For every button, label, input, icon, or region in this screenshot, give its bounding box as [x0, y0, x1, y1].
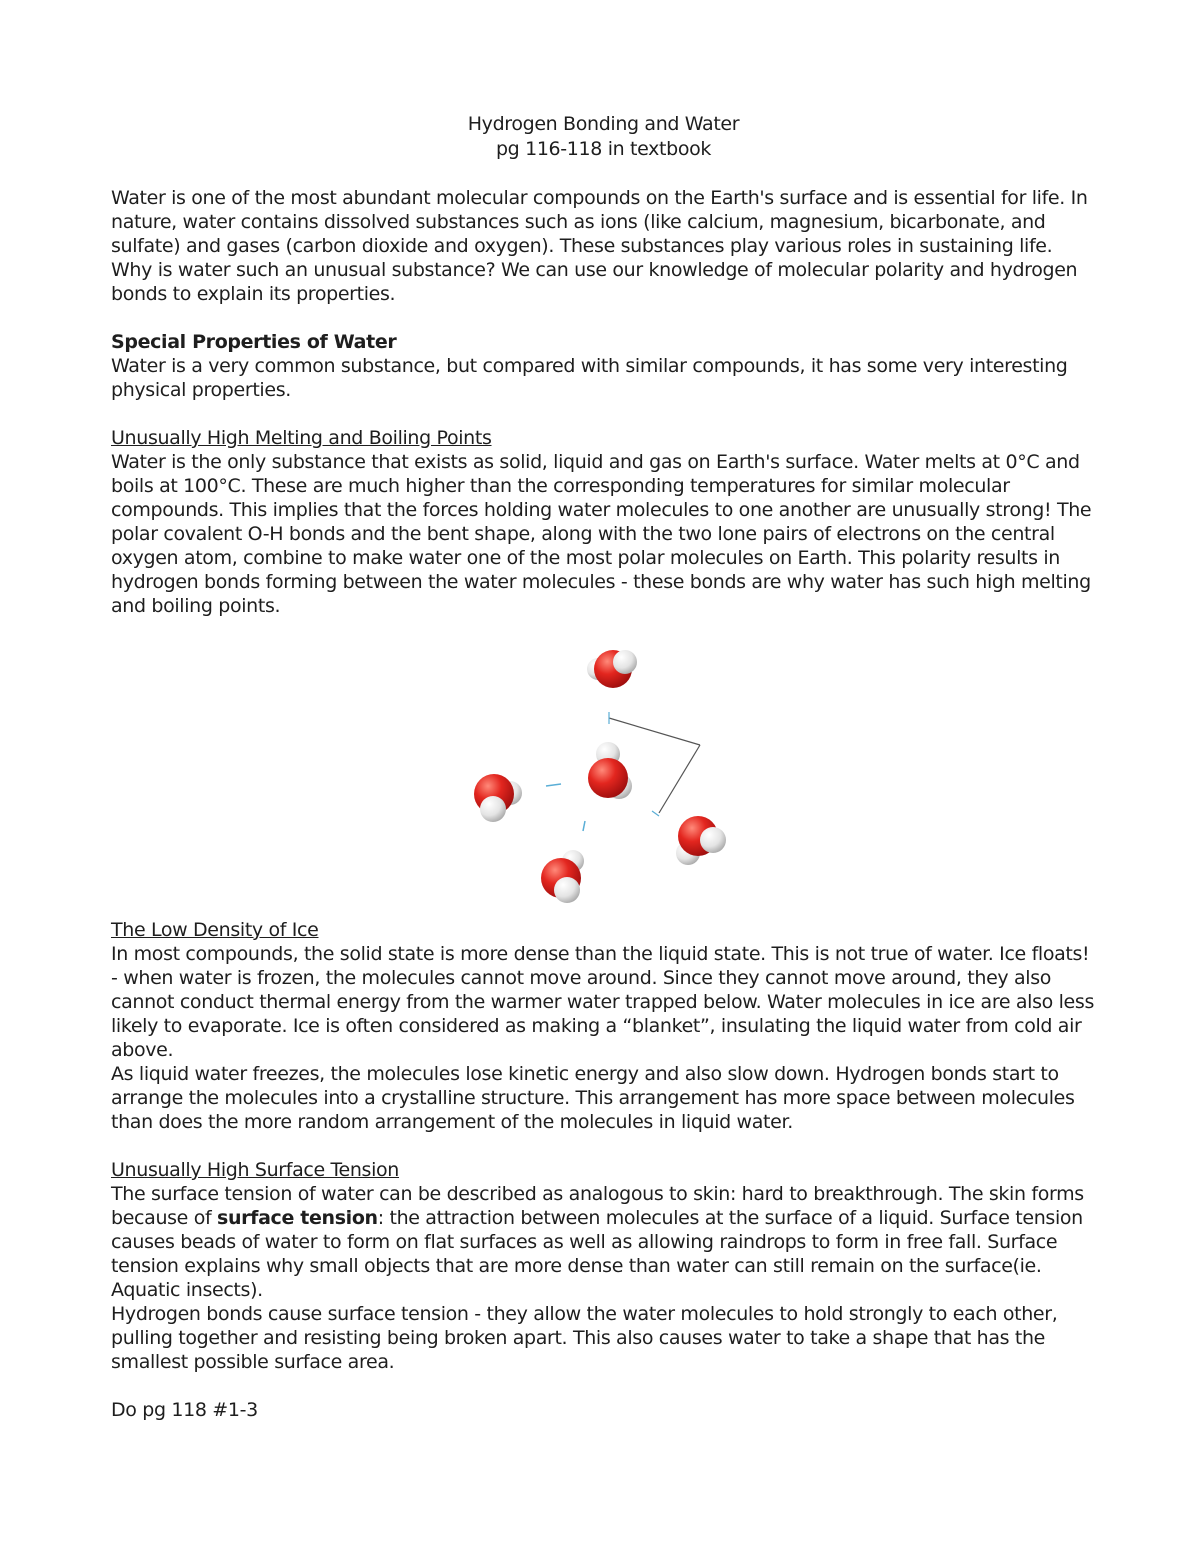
surface-tension-text-1b: : the attraction between molecules at the surface of a liquid. Surface tension causes beads of water to form on flat surfaces as well as allowing raindrops to form in free fall. Surface tension explains why small objects that are more dense than water can still remain on the surface(ie. Aquatic insects).: [111, 1207, 1083, 1301]
special-properties-heading: Special Properties of Water: [111, 331, 397, 353]
special-properties-text: Water is a very common substance, but compared with similar compounds, it has some very interesting physical properties.: [111, 355, 1068, 401]
ice-density-text-2: As liquid water freezes, the molecules lose kinetic energy and also slow down. Hydrogen bonds start to arrange the molecules into a crystalline structure. This arrangement has more space between molecules than does the more random arrangement of the molecules in liquid water.: [111, 1063, 1075, 1133]
ice-density-heading: The Low Density of Ice: [111, 919, 319, 941]
water-molecule: [676, 816, 726, 865]
surface-tension-text-2: Hydrogen bonds cause surface tension - they allow the water molecules to hold strongly to each other, pulling together and resisting being broken apart. This also causes water to take a shape that has the smallest possible surface area.: [111, 1303, 1058, 1373]
page-title: Hydrogen Bonding and Water: [467, 113, 740, 135]
intro-paragraph: Water is one of the most abundant molecular compounds on the Earth's surface and is essential for life. In nature, water contains dissolved substances such as ions (like calcium, magnesium, bicarbonate, and sulfate) and gases (carbon dioxide and oxygen). These substances play various roles in sustaining life. Why is water such an unusual substance? We can use our knowledge of molecular polarity and hydrogen bonds to explain its properties.: [111, 187, 1088, 305]
assignment-line: Do pg 118 #1-3: [111, 1399, 258, 1421]
surface-tension-text-1: [111, 1182, 1096, 1302]
water-molecule: [587, 650, 637, 688]
page-subtitle: pg 116-118 in textbook: [495, 138, 712, 160]
surface-tension-term: surface tension: [217, 1207, 378, 1229]
water-molecules-diagram: [111, 618, 1096, 918]
water-molecule: [474, 774, 522, 822]
water-molecule: [588, 742, 632, 799]
surface-tension-heading: Unusually High Surface Tension: [111, 1159, 399, 1181]
water-hydrogen-bond-figure: [111, 618, 1096, 918]
ice-density-text-1: In most compounds, the solid state is more dense than the liquid state. This is not true of water. Ice floats! - when water is frozen, the molecules cannot move around. Since they cannot move around, they also cannot conduct thermal energy from the warmer water trapped below. Water molecules in ice are also less likely to evaporate. Ice is often considered as making a “blanket”, insulating the liquid water from cold air above.: [111, 943, 1094, 1061]
surface-tension-text-1a: The surface tension of water can be described as analogous to skin: hard to breakthrough. The skin forms because of: [111, 1183, 1084, 1229]
melting-boiling-heading: Unusually High Melting and Boiling Points: [111, 427, 492, 449]
angle-lines: [609, 712, 700, 816]
water-molecule: [541, 850, 584, 903]
melting-boiling-text: Water is the only substance that exists as solid, liquid and gas on Earth's surface. Water melts at 0°C and boils at 100°C. These are much higher than the corresponding temperatures for similar molecular compounds. This implies that the forces holding water molecules to one another are unusually strong! The polar covalent O-H bonds and the bent shape, along with the two lone pairs of electrons on the central oxygen atom, combine to make water one of the most polar molecules on Earth. This polarity results in hydrogen bonds forming between the water molecules - these bonds are why water has such high melting and boiling points.: [111, 451, 1092, 617]
hydrogen-bonds: [546, 784, 585, 831]
document-page: [111, 112, 1096, 1422]
